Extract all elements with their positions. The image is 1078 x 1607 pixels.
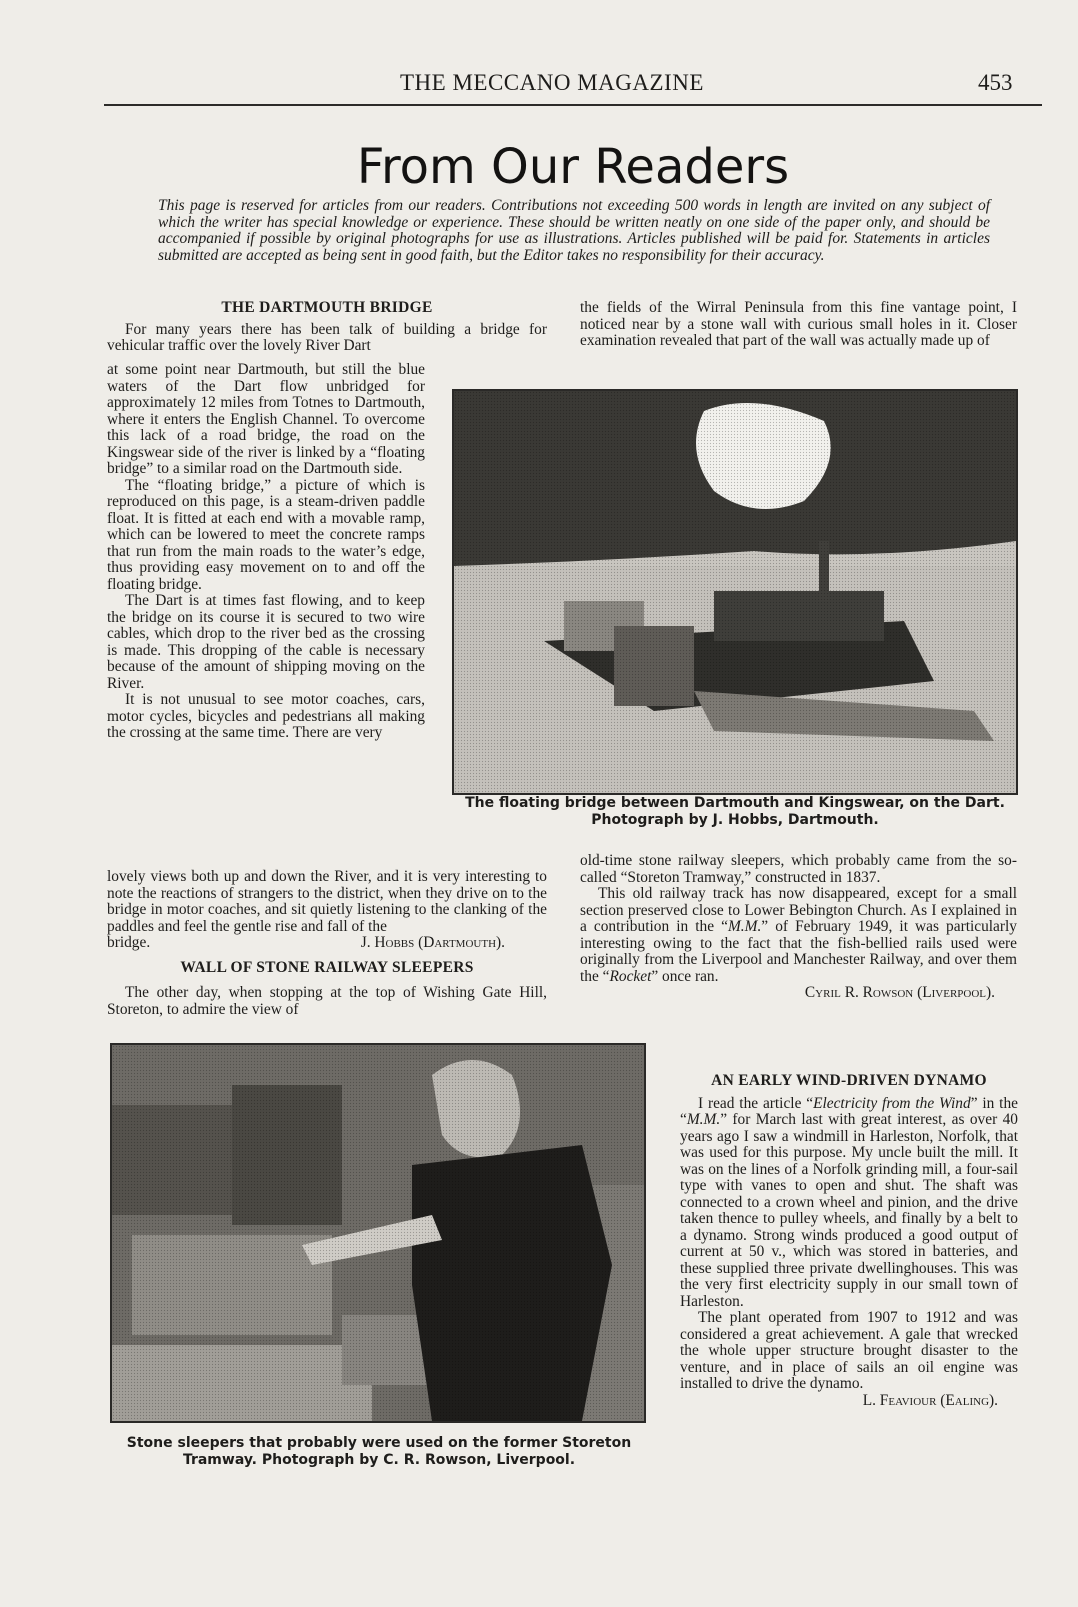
magazine-title: THE MECCANO MAGAZINE <box>400 70 704 95</box>
paragraph: old-time stone railway sleepers, which probably came from the so-called “Storeton Tramway,” constructed in 1837. <box>580 852 1017 886</box>
paragraph: the fields of the Wirral Peninsula from this fine vantage point, I noticed near by a stone wall with curious small holes in it. Closer examination revealed that part of the wall was actually made up of <box>580 299 1017 349</box>
article-sleepers-top <box>580 300 1017 350</box>
paragraph: It is not unusual to see motor coaches, cars, motor cycles, bicycles and pedestrians all making the crossing at the same time. There are very <box>107 691 425 741</box>
article-dartmouth-narrow <box>107 362 425 742</box>
sleepers-photo <box>110 1043 646 1423</box>
intro-paragraph: This page is reserved for articles from our readers. Contributions not exceeding 500 words in length are invited on any subject of which the writer has special knowledge or experience. These should be written neatly on one side of the paper only, and should be accompanied if possible by original photographs for use as illustrations. Articles published will be paid for. Statements in articles submitted are accepted as being sent in good faith, but the Editor takes no responsibility for their accuracy. <box>158 197 990 264</box>
byline: L. Feaviour (Ealing). <box>862 1391 998 1409</box>
article-dartmouth-bottom <box>107 869 547 1018</box>
sleepers-caption: Stone sleepers that probably were used on the former Storeton Tramway. Photograph by C. R. Rowson, Liverpool. <box>126 1435 632 1468</box>
paragraph-end: bridge. <box>107 934 151 951</box>
paragraph: The other day, when stopping at the top of Wishing Gate Hill, Storeton, to admire the view of <box>107 984 547 1018</box>
article-heading: WALL OF STONE RAILWAY SLEEPERS <box>180 958 474 976</box>
paragraph: The Dart is at times fast flowing, and to keep the bridge on its course it is secured to two wire cables, which drop to the river bed as the crossing is made. This dropping of the cable is necessary because of the amount of shipping moving on the River. <box>107 592 425 692</box>
page-number: 453 <box>978 70 1013 95</box>
sleepers-illustration <box>112 1045 644 1421</box>
page-title: From Our Readers <box>356 139 790 195</box>
article-heading: THE DARTMOUTH BRIDGE <box>221 299 433 316</box>
last-line <box>107 935 547 952</box>
ferry-caption: The floating bridge between Dartmouth and Kingswear, on the Dart. Photograph by J. Hobbs, Dartmouth. <box>465 795 1005 828</box>
paragraph: I read the article “Electricity from the Wind” in the “M.M.” for March last with great interest, as over 40 years ago I saw a windmill in Harleston, Norfolk, that was used for this purpose. My uncle built the mill. It was on the lines of a Norfolk grinding mill, a four-sail type with vanes to open and shut. The shaft was connected to a crown wheel and pinion, and the drive taken thence to pulley wheels, and finally by a belt to a dynamo. Strong winds produced a good output of current at 50 v., which was stored in batteries, and these supplied three private dwellinghouses. This was the very first electricity supply in our small town of Harleston. <box>680 1094 1018 1310</box>
article-dynamo <box>680 1073 1018 1409</box>
header-rule <box>104 104 1042 106</box>
paragraph: at some point near Dartmouth, but still the blue waters of the Dart flow unbridged for approximately 12 miles from Totnes to Dartmouth, where it enters the English Channel. To overcome this lack of a road bridge, the road on the Kingswear side of the river is linked by a “floating bridge” to a similar road on the Dartmouth side. <box>107 361 425 477</box>
paragraph: lovely views both up and down the River, and it is very interesting to note the reactions of strangers to the district, when they drive on to the bridge in motor coaches, and sit quietly listening to the clanking of the paddles and feel the gentle rise and fall of the <box>107 868 547 935</box>
byline: J. Hobbs (Dartmouth). <box>360 934 505 951</box>
paragraph: The plant operated from 1907 to 1912 and was considered a great achievement. A gale that wrecked the whole upper structure brought disaster to the venture, and in place of sails an oil engine was installed to drive the dynamo. <box>680 1309 1018 1392</box>
paragraph: This old railway track has now disappeared, except for a small section preserved close to Lower Bebington Church. As I explained in a contribution in the “M.M.” of February 1949, it was particularly interesting owing to the fact that the fish-bellied rails used were originally from the Liverpool and Manchester Railway, and over them the “Rocket” once ran. <box>580 885 1017 985</box>
article-sleepers-bottom <box>580 853 1017 1002</box>
article-heading: AN EARLY WIND-DRIVEN DYNAMO <box>711 1072 987 1089</box>
ferry-illustration <box>454 391 1016 793</box>
paragraph: For many years there has been talk of building a bridge for vehicular traffic over the lovely River Dart <box>107 320 547 354</box>
ferry-photo <box>452 389 1018 795</box>
byline: Cyril R. Rowson (Liverpool). <box>804 984 995 1001</box>
article-dartmouth-top <box>107 300 547 355</box>
paragraph: The “floating bridge,” a picture of which is reproduced on this page, is a steam-driven paddle float. It is fitted at each end with a movable ramp, which can be lowered to meet the concrete ramps that run from the main roads to the water’s edge, thus providing easy movement on to and off the floating bridge. <box>107 476 425 593</box>
